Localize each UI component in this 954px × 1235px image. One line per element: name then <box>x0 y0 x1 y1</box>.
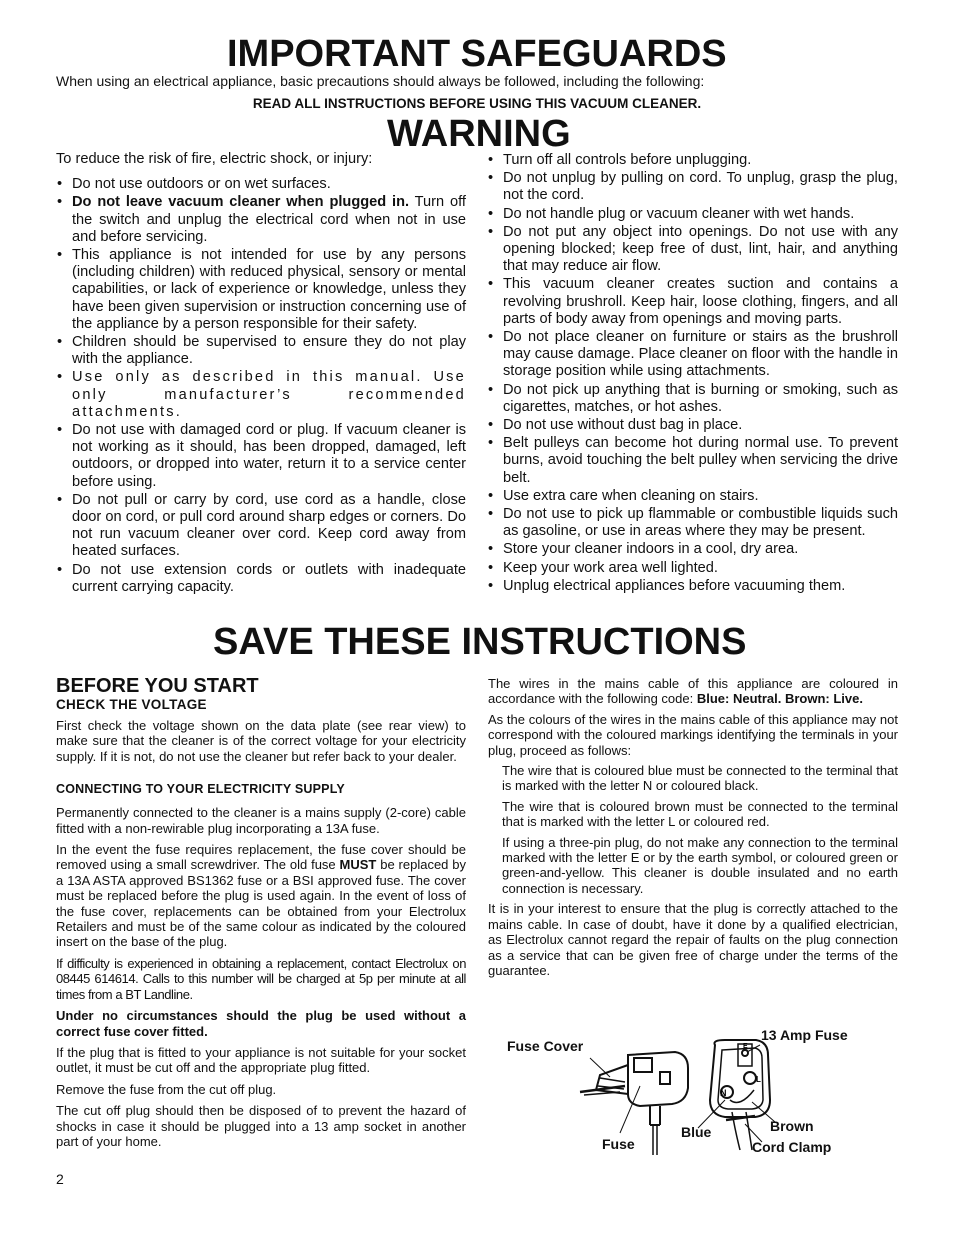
paragraph: The wires in the mains cable of this appliance are coloured in accordance with the following code: Blue: Neutral. Brown: Live. <box>488 676 898 707</box>
fuse-cover-label: Fuse Cover <box>507 1038 584 1054</box>
paragraph: In the event the fuse requires replacement, the fuse cover should be removed using a small screwdriver. The old fuse MUST be replaced by a 13A ASTA approved BS1362 fuse or a BSI approved fuse. The cover must be replaced before the plug is used again. In the event of loss of the fuse cover, replacements can be obtained from your Electrolux Retailers and must be of the same colour as indicated by the coloured insert on the base of the plug. <box>56 842 466 950</box>
terminal-l-label: L <box>756 1075 761 1084</box>
check-voltage-text: First check the voltage shown on the data plate (see rear view) to make sure that the cleaner is of the correct voltage for your electricity supply. If it is not, do not use the cleaner but refer back to your dealer. <box>56 718 466 764</box>
list-item: • Do not use to pick up flammable or combustible liquids such as gasoline, or use in areas where they may be present. <box>487 506 898 540</box>
list-item: • Turn off all controls before unplugging. <box>487 152 898 169</box>
cord-clamp-label: Cord Clamp <box>752 1139 832 1155</box>
paragraph: As the colours of the wires in the mains cable of this appliance may not correspond with the coloured markings identifying the terminals in your plug, proceed as follows: <box>488 711 898 758</box>
title-save-instructions: SAVE THESE INSTRUCTIONS <box>213 621 747 663</box>
list-item: • Do not pick up anything that is burning or smoking, such as cigarettes, matches, or hot ashes. <box>487 382 898 416</box>
paragraph: If difficulty is experienced in obtaining a replacement, contact Electrolux on 08445 614614. Calls to this number will be charged at 5p per minute at all times from a BT Landline. <box>56 955 466 1002</box>
connecting-heading: CONNECTING TO YOUR ELECTRICITY SUPPLY <box>56 782 345 797</box>
paragraph-bold: Under no circumstances should the plug be used without a correct fuse cover fitted. <box>56 1008 466 1039</box>
list-item: • Belt pulleys can become hot during normal use. To prevent burns, avoid touching the belt pulley when servicing the drive belt. <box>487 435 898 487</box>
before-you-start-heading: BEFORE YOU START <box>56 675 259 697</box>
list-item: • Keep your work area well lighted. <box>487 560 898 577</box>
warning-list-left <box>56 176 466 596</box>
warning-list-right <box>487 152 898 595</box>
list-item: • Do not use extension cords or outlets with inadequate current carrying capacity. <box>56 562 466 596</box>
list-item: • Do not put any object into openings. Do not use with any opening blocked; keep free of dust, lint, hair, and anything that may reduce air flow. <box>487 224 898 276</box>
terminal-n-label: N <box>720 1088 727 1098</box>
wiring-column <box>488 676 898 984</box>
paragraph: The cut off plug should then be disposed of to prevent the hazard of shocks in case it should be plugged into a 13 amp socket in another part of your home. <box>56 1103 466 1149</box>
plug-open-view <box>710 1040 770 1150</box>
paragraph: Permanently connected to the cleaner is a mains supply (2-core) cable fitted with a non-rewirable plug incorporating a 13A fuse. <box>56 805 466 836</box>
before-you-start-column <box>56 675 466 1155</box>
title-warning: WARNING <box>387 113 571 155</box>
list-item: • Use extra care when cleaning on stairs. <box>487 488 898 505</box>
list-item: • Unplug electrical appliances before vacuuming them. <box>487 578 898 595</box>
list-item: • This vacuum cleaner creates suction and contains a revolving brushroll. Keep hair, loose clothing, fingers, and all parts of body away from openings and moving parts. <box>487 276 898 328</box>
amp-fuse-label: 13 Amp Fuse <box>761 1027 848 1043</box>
list-item: • Use only as described in this manual. Use only manufacturer’s recommended attachments. <box>56 369 466 421</box>
warning-lead: To reduce the risk of fire, electric shock, or injury: <box>56 151 373 167</box>
warning-left-column <box>56 151 466 597</box>
intro-text: When using an electrical appliance, basic precautions should always be followed, including the following: <box>56 73 705 89</box>
list-item: • Do not use outdoors or on wet surfaces. <box>56 176 466 193</box>
page-number: 2 <box>56 1171 64 1187</box>
fuse-label: Fuse <box>602 1136 635 1152</box>
list-item: • Children should be supervised to ensure they do not play with the appliance. <box>56 334 466 368</box>
paragraph: The wire that is coloured brown must be connected to the terminal that is marked with the letter L or coloured red. <box>502 798 898 830</box>
title-important-safeguards: IMPORTANT SAFEGUARDS <box>227 33 727 75</box>
paragraph: It is in your interest to ensure that the plug is correctly attached to the mains cable. In case of doubt, have it done by a qualified electrician, as Electrolux cannot regard the repair of faults on the plug connection as a service that can be given free of charge under the terms of the guarantee. <box>488 901 898 978</box>
paragraph: If the plug that is fitted to your appliance is not suitable for your socket outlet, it must be cut off and the appropriate plug fitted. <box>56 1044 466 1076</box>
check-voltage-heading: CHECK THE VOLTAGE <box>56 697 207 712</box>
list-item: • Do not unplug by pulling on cord. To unplug, grasp the plug, not the cord. <box>487 170 898 204</box>
paragraph: The wire that is coloured blue must be connected to the terminal that is marked with the letter N or coloured black. <box>502 763 898 794</box>
list-item: • Store your cleaner indoors in a cool, dry area. <box>487 541 898 558</box>
list-item: • Do not handle plug or vacuum cleaner with wet hands. <box>487 206 898 223</box>
warning-right-column <box>487 152 898 596</box>
list-item: • Do not place cleaner on furniture or stairs as the brushroll may cause damage. Place cleaner on floor with the handle in storage position while using attachments. <box>487 329 898 381</box>
terminal-e-label: E <box>743 1043 748 1050</box>
list-item: • Do not leave vacuum cleaner when plugged in. Turn off the switch and unplug the electrical cord when not in use and before servicing. <box>56 194 466 246</box>
list-item: • Do not use without dust bag in place. <box>487 417 898 434</box>
list-item: • Do not use with damaged cord or plug. If vacuum cleaner is not working as it should, has been dropped, damaged, left outdoors, or dropped into water, return it to a service center before using. <box>56 422 466 491</box>
brown-wire-label: Brown <box>770 1118 814 1134</box>
paragraph: Remove the fuse from the cut off plug. <box>56 1081 277 1097</box>
plug-diagram <box>500 1020 900 1160</box>
list-item: • Do not pull or carry by cord, use cord as a handle, close door on cord, or pull cord around sharp edges or corners. Do not run vacuum cleaner over cord. Keep cord away from heated surfaces. <box>56 492 466 561</box>
list-item: • This appliance is not intended for use by any persons (including children) with reduced physical, sensory or mental capabilities, or lack of experience or knowledge, unless they have been given supervision or instruction concerning use of the appliance by a person responsible for their safety. <box>56 247 466 333</box>
paragraph: If using a three-pin plug, do not make any connection to the terminal marked with the letter E or by the earth symbol, or coloured green or green-and-yellow. This cleaner is double insulated and no earth connection is necessary. <box>502 834 898 896</box>
blue-wire-label: Blue <box>681 1124 712 1140</box>
read-all-instructions: READ ALL INSTRUCTIONS BEFORE USING THIS VACUUM CLEANER. <box>252 96 702 111</box>
